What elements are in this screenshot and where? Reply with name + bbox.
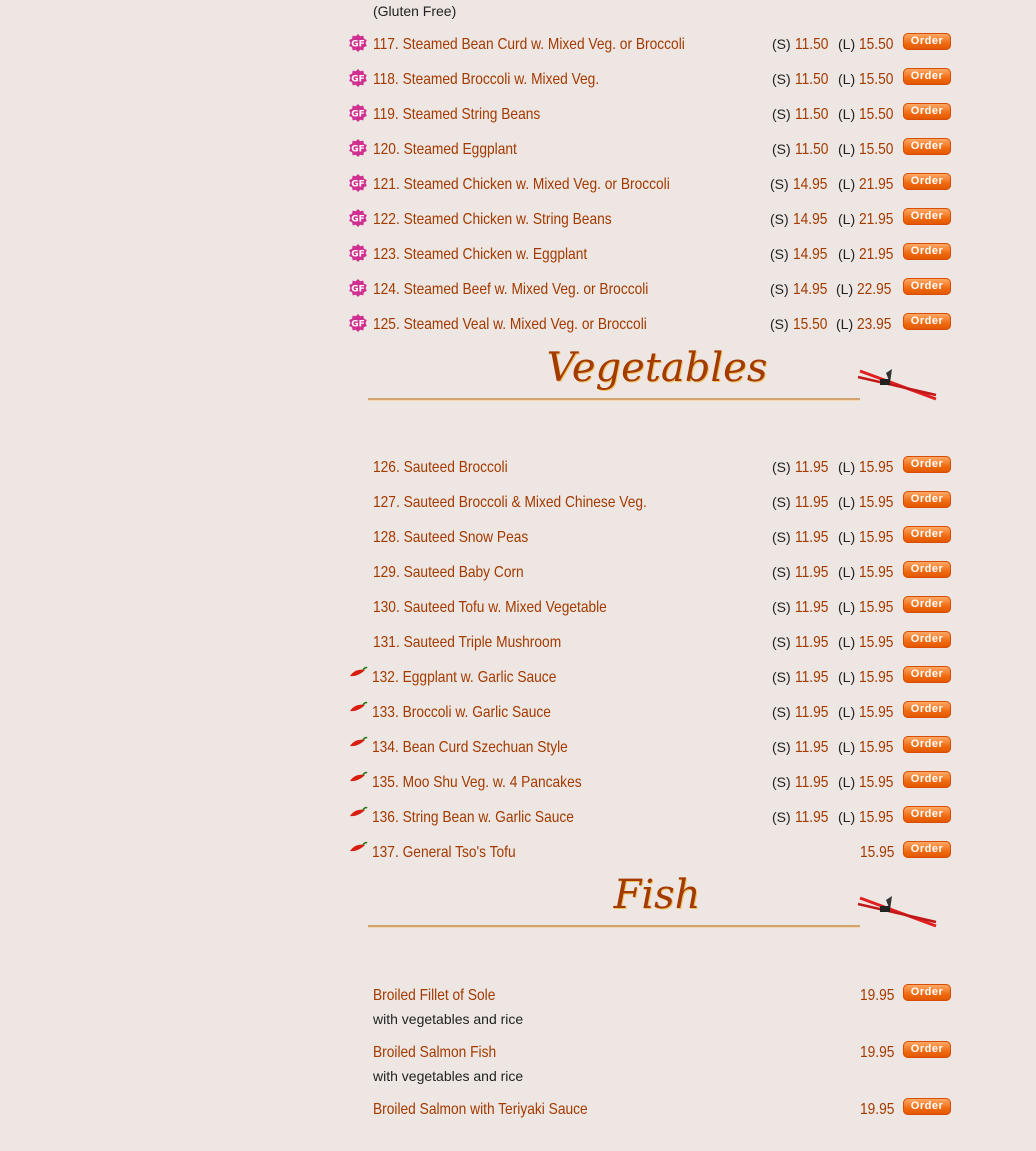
order-button[interactable]: Order [903, 491, 951, 508]
large-price [838, 599, 899, 617]
menu-item-row [345, 36, 960, 66]
small-price [772, 669, 833, 687]
price-value: 22.95 [857, 281, 892, 298]
price-value: 23.95 [857, 316, 892, 333]
large-price [838, 494, 899, 512]
order-button[interactable]: Order [903, 736, 951, 753]
section-title: Vegetables [546, 345, 768, 391]
large-price [838, 141, 899, 159]
size-label: (S) [772, 739, 795, 755]
order-button[interactable]: Order [903, 456, 951, 473]
menu-item-name[interactable]: Broiled Fillet of Sole [373, 987, 496, 1004]
gluten-free-icon [348, 313, 368, 333]
price-value: 14.95 [792, 176, 828, 193]
price-value: 15.50 [859, 36, 894, 53]
menu-item-description: with vegetables and rice [373, 1068, 524, 1084]
price [860, 987, 900, 1005]
large-price [838, 36, 899, 54]
svg-text:GF: GF [351, 284, 365, 295]
small-price [772, 36, 833, 54]
small-price [772, 774, 833, 792]
small-price [772, 739, 833, 757]
price-value: 11.95 [794, 704, 828, 721]
size-label: (L) [838, 36, 859, 52]
small-price [770, 246, 833, 264]
section-divider [368, 925, 860, 928]
small-price [772, 494, 833, 512]
small-price [772, 634, 833, 652]
menu-item-row [345, 564, 960, 594]
menu-item-description: with vegetables and rice [373, 1011, 524, 1027]
order-button[interactable]: Order [903, 313, 951, 330]
size-label: (S) [772, 36, 795, 52]
price-value: 11.50 [794, 106, 828, 123]
size-label: (L) [838, 634, 859, 650]
large-price [838, 704, 899, 722]
large-price [838, 529, 899, 547]
menu-item-row [345, 176, 960, 206]
small-price [770, 176, 833, 194]
price-value: 11.95 [794, 459, 828, 476]
size-label: (L) [838, 669, 859, 685]
vegetables-section-header [368, 345, 946, 401]
price-value: 11.95 [794, 564, 828, 581]
small-price [770, 281, 833, 299]
menu-item-name[interactable]: 137. General Tso's Tofu [372, 844, 516, 861]
price [860, 844, 900, 862]
svg-text:GF: GF [351, 109, 365, 120]
menu-item-name[interactable]: 130. Sauteed Tofu w. Mixed Vegetable [373, 599, 607, 616]
small-price [772, 704, 833, 722]
price-value: 14.95 [792, 211, 828, 228]
menu-item-row [345, 599, 960, 629]
gluten-free-icon [348, 173, 368, 193]
large-price [838, 459, 899, 477]
size-label: (L) [836, 316, 857, 332]
menu-item-name[interactable]: 136. String Bean w. Garlic Sauce [372, 809, 574, 826]
size-label: (L) [838, 141, 859, 157]
size-label: (S) [772, 71, 795, 87]
price-value: 21.95 [859, 246, 894, 263]
menu-item-name[interactable]: 128. Sauteed Snow Peas [373, 529, 529, 546]
menu-item-row [345, 669, 960, 699]
price-value: 11.50 [794, 36, 828, 53]
size-label: (L) [838, 599, 859, 615]
price-value: 11.95 [794, 494, 828, 511]
size-label: (L) [838, 704, 859, 720]
price-value: 15.50 [859, 141, 894, 158]
order-button[interactable]: Order [903, 208, 951, 225]
spicy-pepper-icon [348, 736, 368, 750]
svg-text:GF: GF [351, 144, 365, 155]
menu-item-name[interactable]: Broiled Salmon with Teriyaki Sauce [373, 1101, 588, 1118]
price-value: 11.95 [794, 599, 828, 616]
small-price [772, 599, 833, 617]
price-value: 15.95 [859, 739, 894, 756]
small-price [772, 141, 833, 159]
gluten-free-icon [348, 243, 368, 263]
price-value: 11.50 [794, 141, 828, 158]
size-label: (L) [838, 211, 859, 227]
menu-item-name[interactable]: 134. Bean Curd Szechuan Style [372, 739, 568, 756]
size-label: (L) [838, 106, 859, 122]
size-label: (L) [838, 71, 859, 87]
spicy-pepper-icon [348, 771, 368, 785]
size-label: (S) [770, 281, 793, 297]
price-value: 11.95 [794, 669, 828, 686]
price-value: 11.95 [794, 529, 828, 546]
order-button[interactable]: Order [903, 1041, 951, 1058]
svg-text:GF: GF [351, 319, 365, 330]
size-label: (S) [770, 316, 793, 332]
price-value: 15.95 [859, 774, 894, 791]
spicy-pepper-icon [348, 666, 368, 680]
size-label: (S) [770, 246, 793, 262]
menu-item-row [345, 459, 960, 489]
menu-item-name[interactable]: 120. Steamed Eggplant [373, 141, 517, 158]
price-value: 14.95 [792, 246, 828, 263]
price-value: 15.50 [859, 106, 894, 123]
menu-item-row [345, 246, 960, 276]
large-price [838, 246, 899, 264]
menu-item-row [345, 704, 960, 734]
size-label: (S) [772, 669, 795, 685]
size-label: (S) [772, 106, 795, 122]
svg-text:GF: GF [351, 74, 365, 85]
spicy-pepper-icon [348, 841, 368, 855]
size-label: (S) [772, 704, 795, 720]
large-price [838, 809, 899, 827]
large-price [836, 281, 897, 299]
menu-item-name[interactable]: 125. Steamed Veal w. Mixed Veg. or Broccoli [373, 316, 647, 333]
size-label: (S) [772, 529, 795, 545]
order-button[interactable]: Order [903, 68, 951, 85]
order-button[interactable]: Order [903, 771, 951, 788]
menu-item-row [345, 809, 960, 839]
size-label: (S) [772, 564, 795, 580]
price [860, 1044, 900, 1062]
price-value: 11.50 [794, 71, 828, 88]
price-value: 15.95 [859, 599, 894, 616]
small-price [772, 459, 833, 477]
svg-text:GF: GF [351, 249, 365, 260]
menu-item-row [345, 71, 960, 101]
order-button[interactable]: Order [903, 526, 951, 543]
large-price [838, 211, 899, 229]
order-button[interactable]: Order [903, 1098, 951, 1115]
size-label: (L) [838, 564, 859, 580]
gluten-free-icon [348, 68, 368, 88]
price-value: 15.50 [792, 316, 828, 333]
gluten-free-icon [348, 208, 368, 228]
large-price [838, 564, 899, 582]
order-button[interactable]: Order [903, 103, 951, 120]
menu-item-row [345, 529, 960, 559]
svg-text:GF: GF [351, 214, 365, 225]
size-label: (S) [772, 494, 795, 510]
price-value: 19.95 [860, 1101, 895, 1118]
menu-item-row [345, 211, 960, 241]
order-button[interactable]: Order [903, 806, 951, 823]
menu-item-name[interactable]: 131. Sauteed Triple Mushroom [373, 634, 562, 651]
price-value: 15.50 [859, 71, 894, 88]
order-button[interactable]: Order [903, 631, 951, 648]
size-label: (S) [772, 459, 795, 475]
menu-item-name[interactable]: 119. Steamed String Beans [373, 106, 541, 123]
gluten-free-icon [348, 103, 368, 123]
large-price [838, 774, 899, 792]
menu-item-name[interactable]: 121. Steamed Chicken w. Mixed Veg. or Broccoli [373, 176, 670, 193]
fish-section-header [368, 872, 946, 928]
order-button[interactable]: Order [903, 984, 951, 1001]
gluten-free-note: (Gluten Free) [373, 3, 457, 19]
size-label: (L) [838, 774, 859, 790]
gluten-free-icon [348, 278, 368, 298]
menu-item-name[interactable]: 126. Sauteed Broccoli [373, 459, 508, 476]
menu-item-name[interactable]: 123. Steamed Chicken w. Eggplant [373, 246, 588, 263]
chopsticks-icon [856, 892, 942, 930]
size-label: (S) [770, 211, 793, 227]
price-value: 15.95 [860, 844, 895, 861]
small-price [772, 529, 833, 547]
size-label: (L) [838, 494, 859, 510]
menu-item-row [345, 494, 960, 524]
menu-item-name[interactable]: 118. Steamed Broccoli w. Mixed Veg. [373, 71, 600, 88]
menu-item-row [345, 1101, 960, 1151]
menu-item-row [345, 774, 960, 804]
price-value: 15.95 [859, 529, 894, 546]
large-price [838, 634, 899, 652]
price-value: 11.95 [794, 634, 828, 651]
svg-text:GF: GF [351, 39, 365, 50]
price-value: 15.95 [859, 634, 894, 651]
spicy-pepper-icon [348, 701, 368, 715]
order-button[interactable]: Order [903, 701, 951, 718]
size-label: (S) [772, 141, 795, 157]
menu-item-row [345, 739, 960, 769]
price-value: 14.95 [792, 281, 828, 298]
price-value: 15.95 [859, 494, 894, 511]
price [860, 1101, 900, 1119]
spicy-pepper-icon [348, 806, 368, 820]
small-price [772, 564, 833, 582]
size-label: (S) [772, 809, 795, 825]
order-button[interactable]: Order [903, 173, 951, 190]
large-price [836, 316, 897, 334]
chopsticks-icon [856, 365, 942, 403]
order-button[interactable]: Order [903, 278, 951, 295]
section-title: Fish [613, 872, 701, 918]
size-label: (L) [836, 281, 857, 297]
price-value: 11.95 [794, 809, 828, 826]
menu-item-name[interactable]: 122. Steamed Chicken w. String Beans [373, 211, 612, 228]
section-divider [368, 398, 860, 401]
size-label: (L) [838, 246, 859, 262]
price-value: 15.95 [859, 809, 894, 826]
size-label: (S) [770, 176, 793, 192]
order-button[interactable]: Order [903, 666, 951, 683]
menu-item-name[interactable]: 135. Moo Shu Veg. w. 4 Pancakes [372, 774, 582, 791]
small-price [772, 809, 833, 827]
size-label: (S) [772, 599, 795, 615]
menu-item-row [345, 844, 960, 874]
menu-item-row [345, 316, 960, 346]
menu-item-row [345, 106, 960, 136]
menu-item-name[interactable]: 129. Sauteed Baby Corn [373, 564, 524, 581]
order-button[interactable]: Order [903, 138, 951, 155]
large-price [838, 106, 899, 124]
size-label: (L) [838, 459, 859, 475]
order-button[interactable]: Order [903, 596, 951, 613]
menu-item-row [345, 281, 960, 311]
order-button[interactable]: Order [903, 841, 951, 858]
price-value: 15.95 [859, 459, 894, 476]
large-price [838, 669, 899, 687]
price-value: 19.95 [860, 1044, 895, 1061]
price-value: 11.95 [794, 774, 828, 791]
size-label: (S) [772, 774, 795, 790]
order-button[interactable]: Order [903, 243, 951, 260]
price-value: 21.95 [859, 176, 894, 193]
size-label: (L) [838, 739, 859, 755]
large-price [838, 176, 899, 194]
small-price [772, 106, 833, 124]
price-value: 15.95 [859, 669, 894, 686]
gluten-free-icon [348, 138, 368, 158]
price-value: 11.95 [794, 739, 828, 756]
menu-item-row [345, 141, 960, 171]
small-price [770, 316, 833, 334]
order-button[interactable]: Order [903, 561, 951, 578]
price-value: 15.95 [859, 564, 894, 581]
size-label: (L) [838, 529, 859, 545]
menu-item-row [345, 987, 960, 1037]
small-price [772, 71, 833, 89]
svg-text:GF: GF [351, 179, 365, 190]
price-value: 21.95 [859, 211, 894, 228]
order-button[interactable]: Order [903, 33, 951, 50]
menu-item-row [345, 1044, 960, 1094]
price-value: 15.95 [859, 704, 894, 721]
menu-item-name[interactable]: 132. Eggplant w. Garlic Sauce [372, 669, 557, 686]
menu-item-name[interactable]: 127. Sauteed Broccoli & Mixed Chinese Veg. [373, 494, 647, 511]
menu-item-row [345, 634, 960, 664]
menu-item-name[interactable]: 117. Steamed Bean Curd w. Mixed Veg. or Broccoli [373, 36, 685, 53]
gluten-free-icon [348, 33, 368, 53]
large-price [838, 739, 899, 757]
size-label: (L) [838, 176, 859, 192]
menu-item-name[interactable]: 133. Broccoli w. Garlic Sauce [372, 704, 551, 721]
large-price [838, 71, 899, 89]
menu-item-name[interactable]: Broiled Salmon Fish [373, 1044, 497, 1061]
price-value: 19.95 [860, 987, 895, 1004]
size-label: (S) [772, 634, 795, 650]
size-label: (L) [838, 809, 859, 825]
menu-item-name[interactable]: 124. Steamed Beef w. Mixed Veg. or Broccoli [373, 281, 649, 298]
small-price [770, 211, 833, 229]
